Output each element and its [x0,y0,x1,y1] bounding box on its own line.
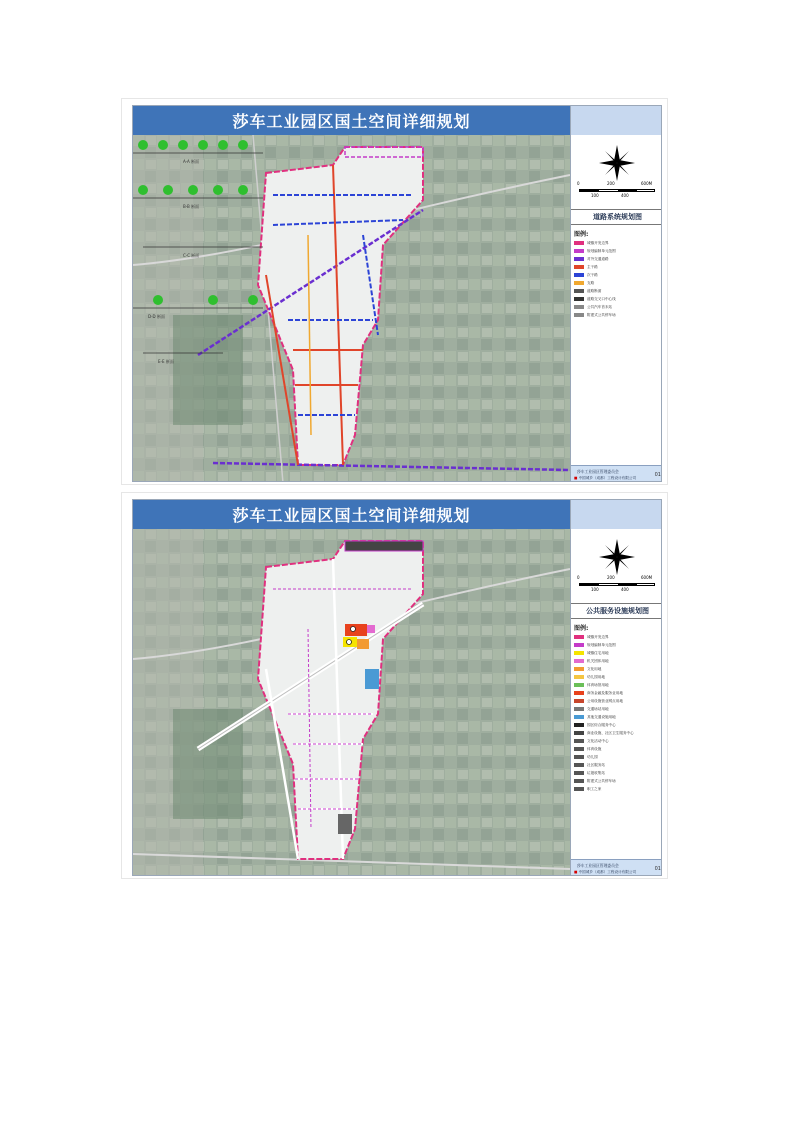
footer-page-number: 01 [654,472,661,478]
footer-firm: ■ 中国城乡（成都）工程设计有限公司 [574,476,637,480]
legend-swatch [574,313,584,317]
road-cross-sections [133,135,273,375]
legend-swatch [574,659,584,663]
legend-label: 商务金融及服务业用地 [587,690,623,695]
footer-page-number: 01 [654,866,661,872]
scale-label-600: 600M [641,575,653,580]
public-services-map [133,529,570,876]
scale-label-0: 0 [577,181,580,186]
north-arrow-icon [597,143,637,183]
legend-swatch [574,763,584,767]
legend-item [574,311,662,319]
legend-swatch [574,667,584,671]
sheet-footer [571,859,662,876]
map-sheet-public-services [121,492,668,879]
legend-label: 次干路 [587,272,598,277]
legend-item [574,633,662,641]
legend-label: 垃圾收集站 [587,770,605,775]
scale-label-400: 400 [621,587,629,592]
legend-item [574,681,662,689]
footer-firm-name: 中国城乡（成都）工程设计有限公司 [578,476,637,480]
side-panel [570,529,662,876]
legend-item [574,785,662,793]
legend-label: 其他交通设施用地 [587,714,616,719]
scale-label-200: 200 [607,575,615,580]
legend-item [574,271,662,279]
legend [574,633,662,793]
legend-label: 机关团体用地 [587,658,609,663]
section-label-b: B-B 断面 [183,204,200,209]
legend-swatch [574,787,584,791]
footer-firm: ■ 中国城乡（成都）工程设计有限公司 [574,870,637,874]
services-map-graphic [133,529,570,876]
sheet-title: 莎车工业园区国土空间详细规划 [232,506,471,525]
legend-label: 对外交通道路 [587,256,609,261]
map-subtitle: 道路系统规划图 [593,213,642,221]
legend-swatch [574,747,584,751]
legend-label: 交通场站用地 [587,706,609,711]
title-corner-block [570,106,662,135]
footer-organization: 莎车工业园区管理委员会 [577,863,619,868]
legend-label: 幼儿园用地 [587,674,605,679]
legend-swatch [574,257,584,261]
legend [574,239,662,319]
road-system-map [133,135,570,482]
map-sheet-road-system [121,98,668,485]
legend-swatch [574,241,584,245]
legend-item [574,745,662,753]
legend-label: 城镇开发边界 [587,240,609,245]
map-subtitle-box [571,209,662,225]
legend-title: 图例: [574,231,589,238]
legend-item [574,673,662,681]
legend-item [574,239,662,247]
legend-label: 道路断面 [587,288,602,293]
sheet-frame [132,105,662,482]
section-label-c: C-C 断面 [183,253,200,258]
legend-item [574,705,662,713]
legend-item [574,777,662,785]
legend-swatch [574,707,584,711]
sheet-title-bar [133,106,570,135]
legend-swatch [574,779,584,783]
legend-label: 体育设施 [587,746,602,751]
section-label-d: D-D 断面 [148,314,165,319]
scale-label-100: 100 [591,587,599,592]
legend-item [574,287,662,295]
legend-swatch [574,731,584,735]
legend-swatch [574,281,584,285]
legend-item [574,697,662,705]
legend-item [574,255,662,263]
section-label-e: E-E 断面 [158,359,174,364]
legend-item [574,729,662,737]
legend-swatch [574,715,584,719]
legend-item [574,247,662,255]
sheet-title: 莎车工业园区国土空间详细规划 [232,112,471,131]
legend-item [574,295,662,303]
legend-item [574,761,662,769]
legend-label: 规划编制单元范围 [587,248,616,253]
scale-bar [577,181,659,199]
legend-label: 商业设施、社区卫生服务中心 [587,730,634,735]
scale-label-100: 100 [591,193,599,198]
legend-swatch [574,723,584,727]
legend-label: 社区服务站 [587,762,605,767]
legend-swatch [574,683,584,687]
legend-swatch [574,739,584,743]
legend-label: 公用设施营业网点用地 [587,698,623,703]
legend-swatch [574,297,584,301]
legend-item [574,649,662,657]
legend-swatch [574,755,584,759]
legend-swatch [574,691,584,695]
title-corner-block [570,500,662,529]
legend-swatch [574,675,584,679]
map-subtitle: 公共服务设施规划图 [586,607,649,615]
map-subtitle-box [571,603,662,619]
legend-label: 城镇开发边界 [587,634,609,639]
legend-item [574,279,662,287]
north-arrow-icon [597,537,637,577]
section-label-a: A-A 断面 [183,159,200,164]
scale-label-0: 0 [577,575,580,580]
legend-swatch [574,771,584,775]
legend-label: 附建式公共停车场 [587,312,616,317]
legend-label: 体育场馆用地 [587,682,609,687]
legend-swatch [574,699,584,703]
legend-swatch [574,273,584,277]
legend-item [574,769,662,777]
scale-label-600: 600M [641,181,653,186]
legend-label: 园区综合服务中心 [587,722,616,727]
legend-label: 职工之家 [587,786,602,791]
scale-bar [577,575,659,593]
legend-swatch [574,643,584,647]
side-panel [570,135,662,482]
sheet-title-bar [133,500,570,529]
sheet-footer [571,465,662,482]
legend-label: 附建式公共停车场 [587,778,616,783]
legend-item [574,713,662,721]
legend-item [574,665,662,673]
legend-item [574,753,662,761]
legend-swatch [574,305,584,309]
legend-label: 文化活动中心 [587,738,609,743]
legend-item [574,303,662,311]
footer-firm-name: 中国城乡（成都）工程设计有限公司 [578,870,637,874]
legend-label: 主干路 [587,264,598,269]
legend-item [574,689,662,697]
legend-item [574,721,662,729]
legend-item [574,657,662,665]
legend-label: 道路交叉口中心线 [587,296,616,301]
legend-title: 图例: [574,625,589,632]
scale-bar-graphic [579,583,655,586]
scale-label-400: 400 [621,193,629,198]
legend-swatch [574,651,584,655]
legend-swatch [574,635,584,639]
legend-label: 文化用地 [587,666,602,671]
legend-item [574,641,662,649]
legend-item [574,737,662,745]
sheet-frame [132,499,662,876]
legend-swatch [574,265,584,269]
legend-swatch [574,289,584,293]
legend-label: 规划编制单元范围 [587,642,616,647]
legend-label: 支路 [587,280,595,285]
legend-label: 城镇住宅用地 [587,650,609,655]
legend-label: 幼儿园 [587,754,598,759]
scale-bar-graphic [579,189,655,192]
scale-label-200: 200 [607,181,615,186]
legend-label: 公共汽车首末站 [587,304,613,309]
legend-swatch [574,249,584,253]
legend-item [574,263,662,271]
footer-organization: 莎车工业园区管理委员会 [577,469,619,474]
